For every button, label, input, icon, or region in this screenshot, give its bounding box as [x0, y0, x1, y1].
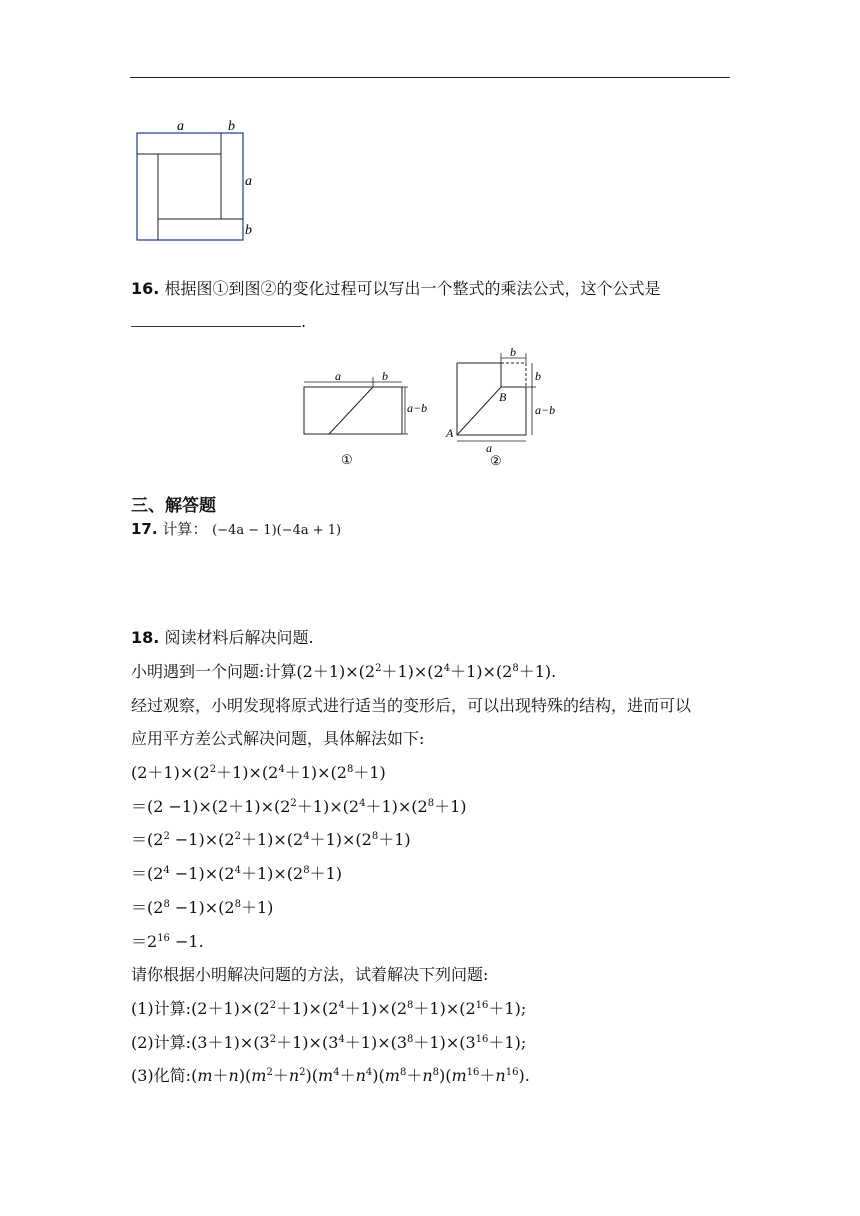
step-0: $(2+1)\times(2^2+1)\times(2^4+1)\times(2^8+1)$ [131, 763, 386, 782]
outer-square [137, 133, 243, 240]
q18-intro: 小明遇到一个问题:计算 [131, 662, 297, 681]
fig2-label-A: A [446, 426, 454, 440]
q18-prompt: 请你根据小明解决问题的方法，试着解决下列问题: [131, 965, 489, 984]
figure-1 [295, 368, 435, 468]
part2-label: (2)计算: [131, 1033, 192, 1052]
fig1-label-amb: a−b [407, 401, 428, 415]
header-rule [130, 77, 730, 78]
q16-answer-line [131, 312, 306, 332]
q18-intro-line: 小明遇到一个问题:计算$(2+1)\times(2^2+1)\times(2^4+1)\times(2^8+1)$. [131, 662, 557, 681]
fig1-label-b: b [382, 369, 388, 383]
fig2-label-amb: a−b [535, 403, 556, 417]
q18-para2: 应用平方差公式解决问题，具体解法如下: [131, 729, 425, 748]
section-title: 三、解答题 [131, 496, 216, 516]
q18-part3: (3)化简$:(m+n)(m^2+n^2)(m^4+n^4)(m^8+n^8)(m^{16}+n^{16})$. [131, 1066, 530, 1085]
q17-label: 计算： [162, 520, 208, 538]
q16-period: . [301, 312, 307, 331]
label-a-top: a [177, 119, 184, 134]
q16-body: 根据图①到图②的变化过程可以写出一个整式的乘法公式，这个公式是 [164, 279, 661, 298]
q18-para1: 经过观察，小明发现将原式进行适当的变形后，可以出现特殊的结构，进而可以 [131, 696, 692, 715]
q18-title-line [131, 628, 314, 648]
step-4: $=(2^8 -1)\times(2^8+1)$ [131, 898, 274, 917]
q16-text [131, 279, 660, 299]
square-figure [125, 115, 265, 245]
figure-2 [440, 344, 570, 469]
fig2-label-b-top: b [510, 345, 516, 359]
q18-part2: (2)计算$:(3+1)\times(3^2+1)\times(3^4+1)\times(3^8+1)\times(3^{16}+1)$; [131, 1033, 527, 1052]
q18-part1: (1)计算$:(2+1)\times(2^2+1)\times(2^4+1)\times(2^8+1)\times(2^{16}+1)$; [131, 999, 527, 1018]
q17-number: 17. [131, 520, 158, 538]
fig2-caption: ② [490, 453, 502, 468]
part3-label: (3)化简: [131, 1066, 192, 1085]
q18-title: 阅读材料后解决问题. [164, 628, 314, 647]
fig1-caption: ① [341, 452, 353, 467]
step-3: $=(2^4 -1)\times(2^4+1)\times(2^8+1)$ [131, 864, 343, 883]
answer-blank[interactable] [131, 312, 301, 327]
q18-number: 18. [131, 628, 160, 647]
step-5: $=2^{16} -1$. [131, 932, 204, 951]
label-a-right: a [245, 174, 252, 189]
fig2-label-b-right: b [535, 369, 541, 383]
fig2-label-B: B [499, 390, 507, 404]
q16-number: 16. [131, 279, 160, 298]
q17-line [131, 519, 341, 541]
fig1-label-a: a [335, 369, 341, 383]
q17-expression: (−4a − 1)(−4a + 1) [212, 523, 342, 538]
step-1: $=(2 -1)\times(2+1)\times(2^2+1)\times(2^4+1)\times(2^8+1)$ [131, 797, 467, 816]
step-2: $=(2^2 -1)\times(2^2+1)\times(2^4+1)\times(2^8+1)$ [131, 830, 411, 849]
label-b-right: b [245, 223, 252, 238]
label-b-top: b [228, 119, 235, 134]
part1-label: (1)计算: [131, 999, 192, 1018]
fig2-label-a: a [486, 441, 492, 455]
